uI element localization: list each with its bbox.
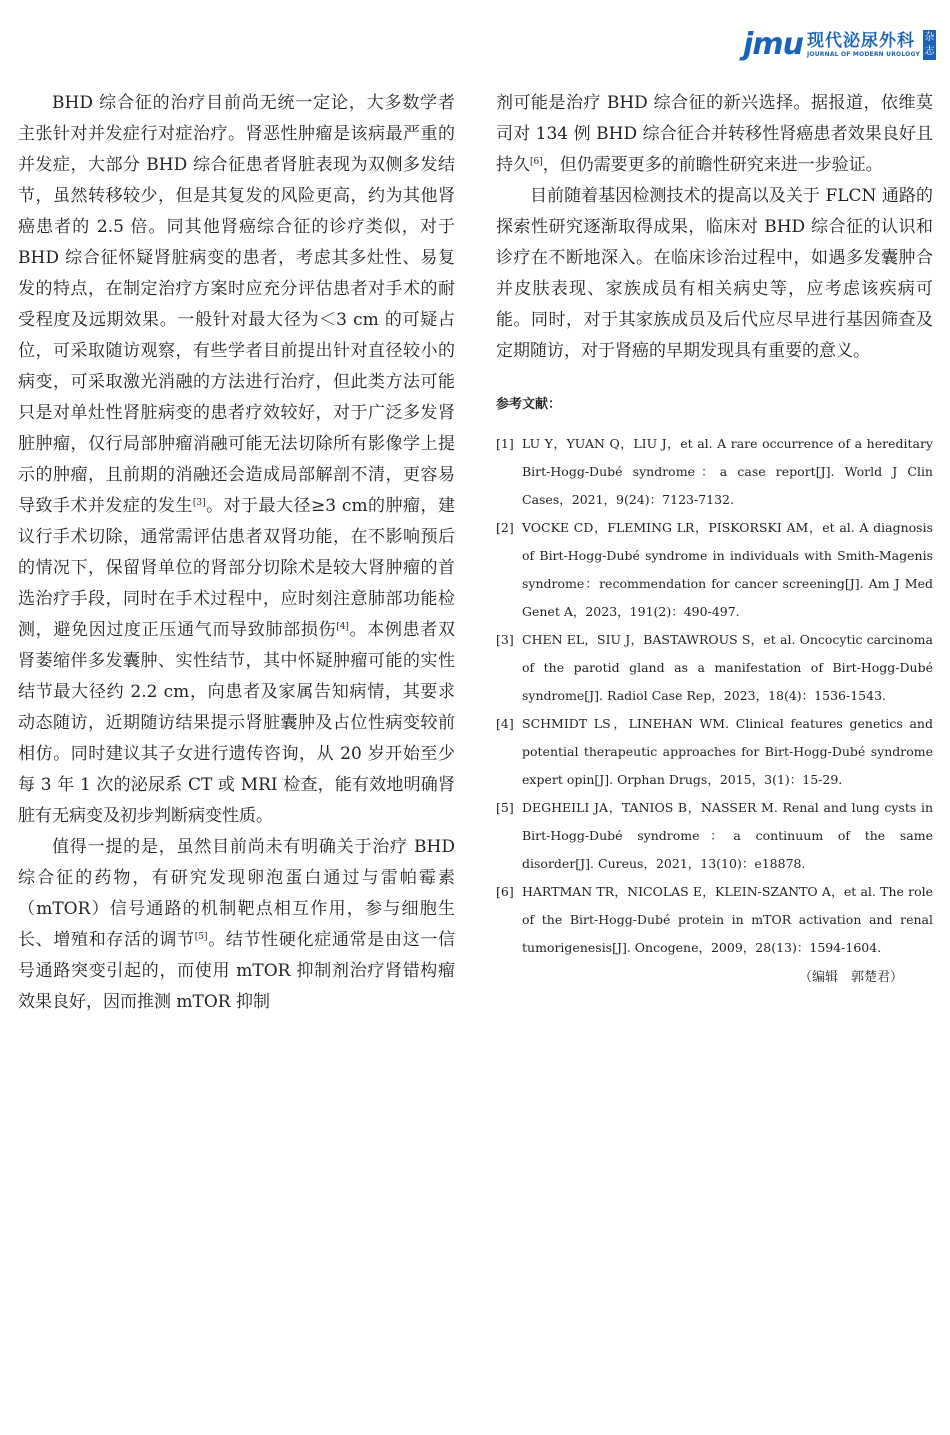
- reference-text: HARTMAN TR，NICOLAS E，KLEIN-SZANTO A，et al. The role of the Birt-Hogg-Dubé protein in mTOR activation and renal tumorigenesis[J]. Oncogene，2009，28(13)：1594-1604.: [522, 884, 933, 955]
- journal-logo-text: [807, 31, 920, 59]
- reference-number: [6]: [496, 884, 514, 899]
- reference-text: VOCKE CD，FLEMING LR，PISKORSKI AM，et al. A diagnosis of Birt-Hogg-Dubé syndrome in individuals with Smith-Magenis syndrome：recommendation for cancer screening[J]. Am J Med Genet A，2023，191(2)：490-497.: [522, 520, 933, 619]
- reference-number: [4]: [496, 716, 514, 731]
- journal-logo-mark: jmu: [743, 27, 803, 62]
- journal-name-en: JOURNAL OF MODERN UROLOGY: [806, 51, 920, 58]
- left-column: [18, 88, 455, 1018]
- journal-badge: 杂志: [923, 30, 936, 60]
- citation: [6]: [530, 157, 543, 167]
- paragraph-text: 。对于最大径≥3 cm的肿瘤，建议行手术切除，通常需评估患者双肾功能，在不影响预后的情况下，保留肾单位的肾部分切除术是较大肾肿瘤的首选治疗手段，同时在手术过程中，应时刻注意肺部功能检测，避免因过度正压通气而导致肺部损伤: [18, 496, 455, 640]
- editor-credit: （编辑 郭楚君）: [798, 970, 903, 985]
- reference-item: [496, 878, 933, 962]
- reference-item: [496, 794, 933, 878]
- paragraph-text: 。结节性硬化症通常是由这一信号通路突变引起的，而使用 mTOR 抑制剂治疗肾错构瘤效果良好，因而推测 mTOR 抑制: [18, 930, 456, 1012]
- reference-number: [1]: [496, 436, 514, 451]
- references-heading: 参考文献：: [496, 397, 562, 412]
- body-paragraph: [18, 832, 455, 1018]
- reference-number: [5]: [496, 800, 514, 815]
- reference-item: [496, 430, 933, 514]
- paragraph-text: ，但仍需要更多的前瞻性研究来进一步验证。: [542, 155, 883, 175]
- reference-text: DEGHEILI JA，TANIOS B，NASSER M. Renal and lung cysts in Birt-Hogg-Dubé syndrome：a continuum of the same disorder[J]. Cureus，2021，13(10)：e18878.: [522, 800, 933, 871]
- paragraph-text: BHD 综合征的治疗目前尚无统一定论，大多数学者主张针对并发症行对症治疗。肾恶性肿瘤是该病最严重的并发症，大部分 BHD 综合征患者肾脏表现为双侧多发结节，虽然转移较少，但是其复发的风险更高，约为其他肾癌患者的 2.5 倍。同其他肾癌综合征的诊疗类似，对于 BHD 综合征怀疑肾脏病变的患者，考虑其多灶性、易复发的特点，在制定治疗方案时应充分评估患者对手术的耐受程度及远期效果。一般针对最大径为＜3 cm 的可疑占位，可采取随访观察，有些学者目前提出针对直径较小的病变，可采取激光消融的方法进行治疗，但此类方法可能只是对单灶性肾脏病变的患者疗效较好，对于广泛多发肾脏肿瘤，仅行局部肿瘤消融可能无法切除所有影像学上提示的肿瘤，且前期的消融还会造成局部解剖不清，更容易导致手术并发症的发生: [18, 93, 455, 516]
- body-paragraph: [496, 88, 933, 181]
- body-paragraph: [496, 181, 933, 367]
- citation: [4]: [336, 622, 349, 632]
- reference-text: LU Y，YUAN Q，LIU J，et al. A rare occurrence of a hereditary Birt-Hogg-Dubé syndrome：a case report[J]. World J Clin Cases，2021，9(24)：7123-7132.: [522, 436, 933, 507]
- body-paragraph: [18, 88, 455, 832]
- paragraph-text: 。本例患者双肾萎缩伴多发囊肿、实性结节，其中怀疑肿瘤可能的实性结节最大径约 2.2 cm，向患者及家属告知病情，其要求动态随访，近期随访结果提示肾脏囊肿及占位性病变较前相仿。同时建议其子女进行遗传咨询，从 20 岁开始至少每 3 年 1 次的泌尿系 CT 或 MRI 检查，能有效地明确肾脏有无病变及初步判断病变性质。: [18, 620, 455, 826]
- right-column: [496, 88, 933, 985]
- journal-logo: [743, 27, 936, 62]
- reference-text: SCHMIDT LS，LINEHAN WM. Clinical features genetics and potential therapeutic approaches for Birt-Hogg-Dubé syndrome expert opin[J]. Orphan Drugs，2015，3(1)：15-29.: [522, 716, 933, 787]
- reference-number: [3]: [496, 632, 514, 647]
- reference-number: [2]: [496, 520, 514, 535]
- citation: [3]: [192, 498, 206, 508]
- reference-item: [496, 626, 933, 710]
- reference-item: [496, 514, 933, 626]
- citation: [5]: [194, 932, 208, 942]
- references-list: [496, 430, 933, 962]
- paragraph-text: 目前随着基因检测技术的提高以及关于 FLCN 通路的探索性研究逐渐取得成果，临床对 BHD 综合征的认识和诊疗在不断地深入。在临床诊治过程中，如遇多发囊肿合并皮肤表现、家族成员有相关病史等，应考虑该疾病可能。同时，对于其家族成员及后代应尽早进行基因筛查及定期随访，对于肾癌的早期发现具有重要的意义。: [496, 186, 933, 361]
- journal-name-cn: 现代泌尿外科: [806, 31, 915, 51]
- reference-text: CHEN EL，SIU J，BASTAWROUS S，et al. Oncocytic carcinoma of the parotid gland as a manifestation of Birt-Hogg-Dubé syndrome[J]. Radiol Case Rep，2023，18(4)：1536-1543.: [522, 632, 933, 703]
- paragraph-text: 剂可能是治疗 BHD 综合征的新兴选择。据报道，依维莫司对 134 例 BHD 综合征合并转移性肾癌患者效果良好且持久: [496, 93, 933, 175]
- reference-item: [496, 710, 933, 794]
- paragraph-text: 值得一提的是，虽然目前尚未有明确关于治疗 BHD 综合征的药物，有研究发现卵泡蛋白通过与雷帕霉素（mTOR）信号通路的机制靶点相互作用，参与细胞生长、增殖和存活的调节: [18, 837, 455, 950]
